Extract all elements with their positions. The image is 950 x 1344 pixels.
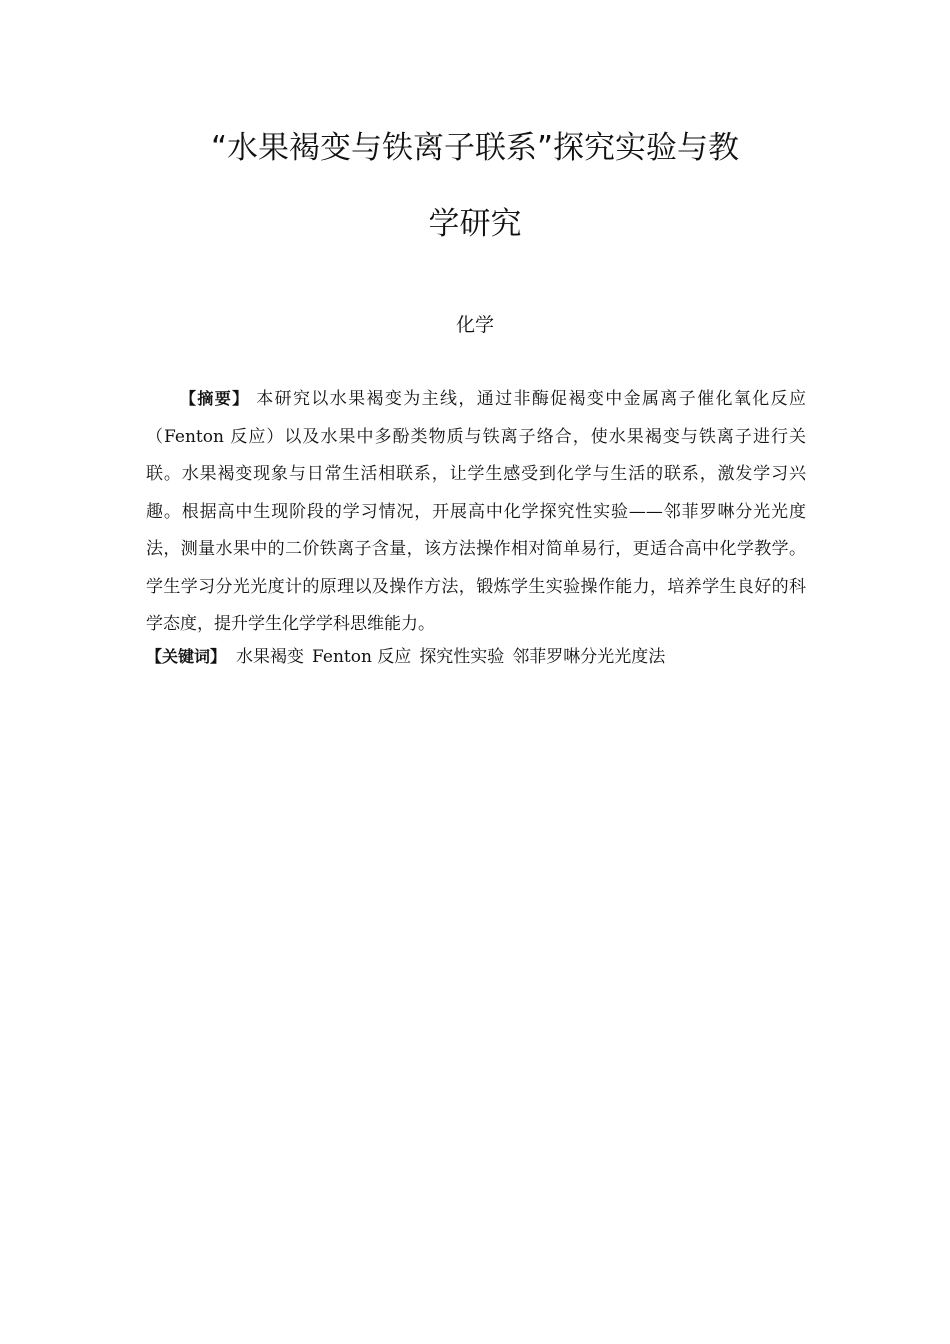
keyword-item: 探究性实验 — [419, 647, 505, 667]
keyword-item: 邻菲罗啉分光光度法 — [512, 647, 666, 667]
abstract-text: 本研究以水果褐变为主线，通过非酶促褐变中金属离子催化氧化反应（Fenton 反应）以及水果中多酚类物质与铁离子络合，使水果褐变与铁离子进行关联。水果褐变现象与日常生活相联系，让学生感受到化学与生活的联系，激发学习兴趣。根据高中生现阶段的学习情况，开展高中化学探究性实验——邻菲罗啉分光光度法，测量水果中的二价铁离子含量，该方法操作相对简单易行，更适合高中化学教学。学生学习分光光度计的原理以及操作方法，锻炼学生实验操作能力，培养学生良好的科学态度，提升学生化学学科思维能力。 — [146, 389, 806, 634]
document-title-line-1: “水果褐变与铁离子联系”探究实验与教 — [210, 130, 740, 166]
subject-label: 化学 — [455, 314, 494, 336]
abstract-paragraph — [146, 380, 806, 644]
keywords-line — [146, 638, 826, 677]
keywords-label: 【关键词】 — [146, 647, 227, 666]
document-title-line-2: 学研究 — [428, 206, 522, 242]
abstract-label: 【摘要】 — [180, 389, 250, 408]
keyword-item: Fenton 反应 — [312, 647, 412, 667]
keyword-item: 水果褐变 — [236, 647, 305, 667]
